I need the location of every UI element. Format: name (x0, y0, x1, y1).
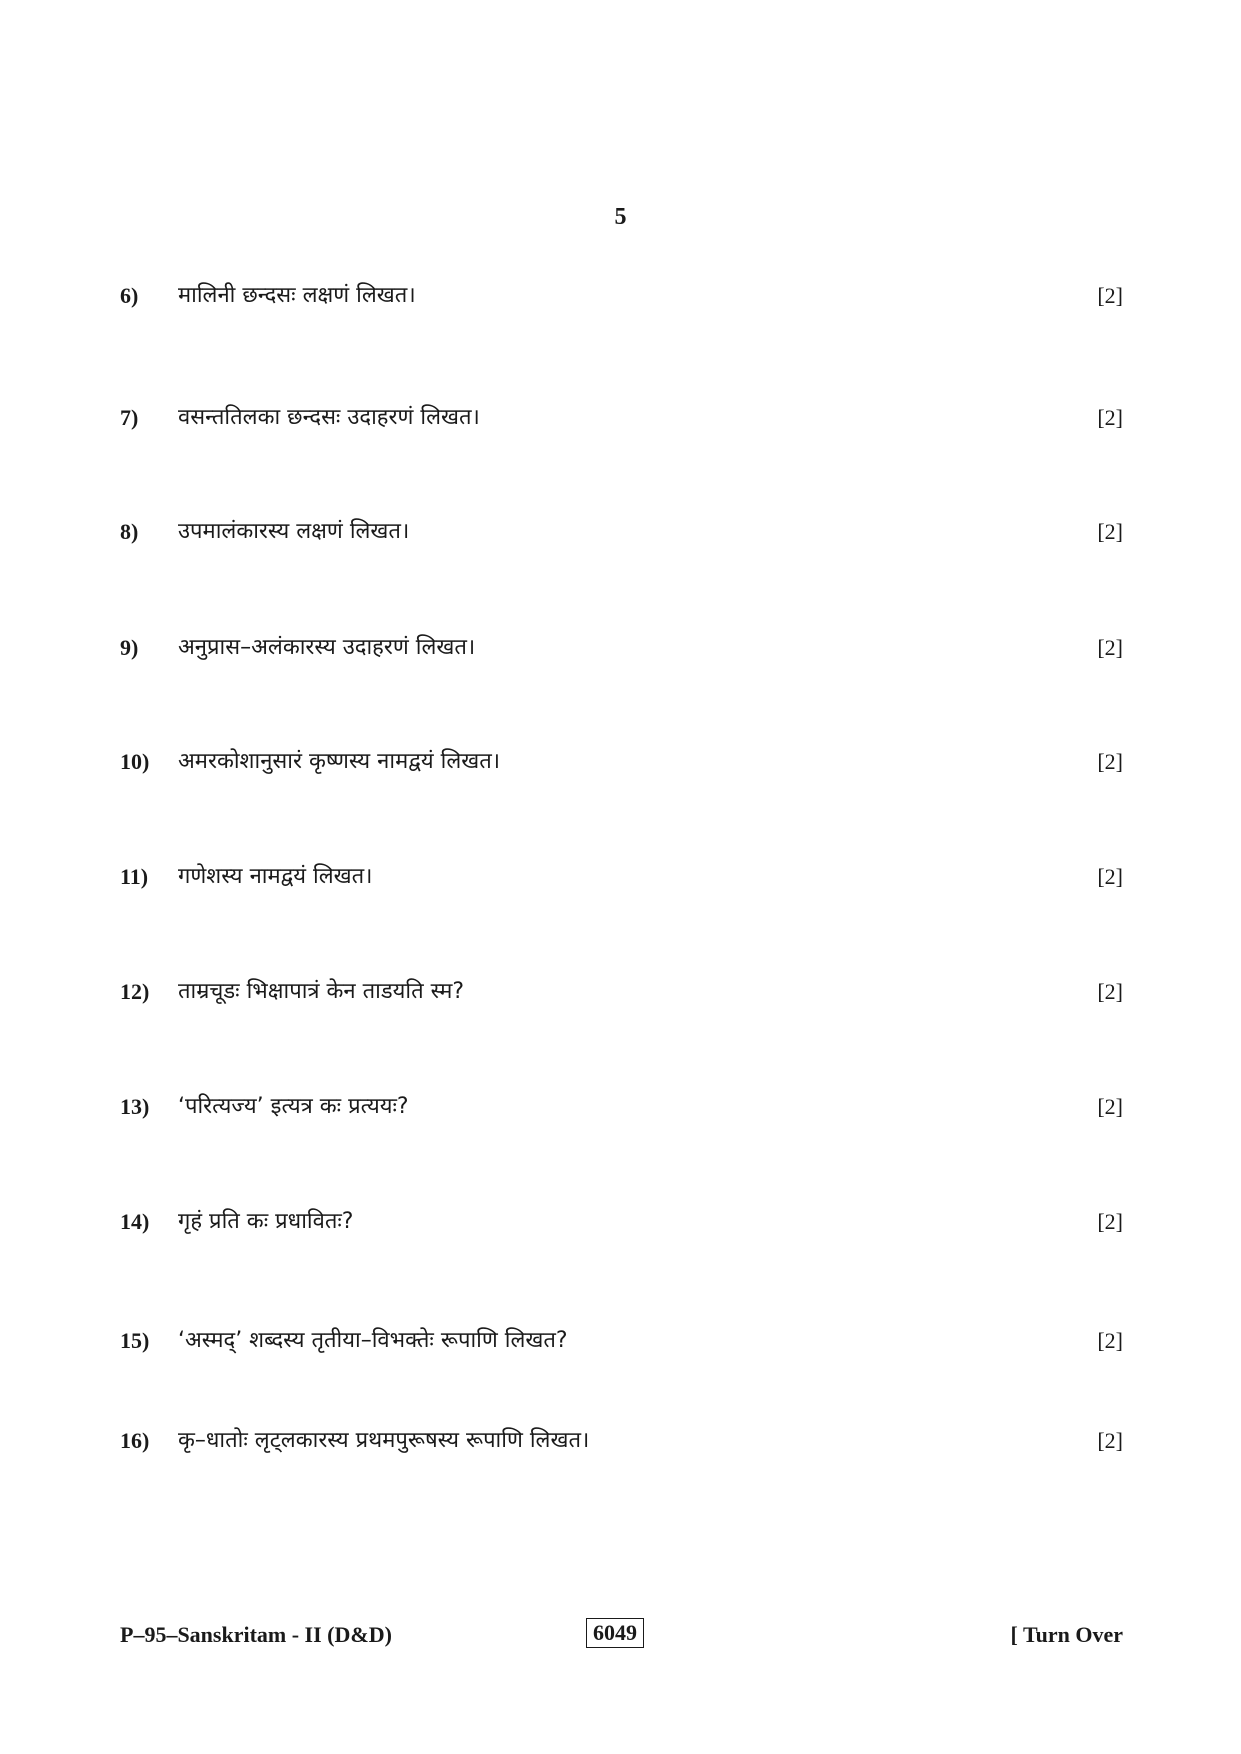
question-marks: [2] (1097, 979, 1123, 1004)
question-number: 9) (120, 635, 139, 660)
question-text: ताम्रचूडः भिक्षापात्रं केन ताडयति स्म? (178, 979, 465, 1004)
question-11 (0, 859, 1241, 899)
question-number: 16) (120, 1428, 150, 1453)
question-number: 13) (120, 1094, 150, 1119)
question-12 (0, 974, 1241, 1014)
question-10 (0, 744, 1241, 784)
question-text: वसन्ततिलका छन्दसः उदाहरणं लिखत। (178, 405, 480, 430)
question-number: 6) (120, 283, 139, 308)
question-text: अनुप्रास–अलंकारस्य उदाहरणं लिखत। (178, 635, 476, 660)
question-marks: [2] (1097, 1209, 1123, 1234)
question-14 (0, 1204, 1241, 1244)
question-16 (0, 1423, 1241, 1463)
question-13 (0, 1089, 1241, 1129)
question-marks: [2] (1097, 1094, 1123, 1119)
question-9 (0, 630, 1241, 670)
question-number: 11) (120, 864, 149, 889)
question-text: अमरकोशानुसारं कृष्णस्य नामद्वयं लिखत। (178, 749, 501, 774)
question-marks: [2] (1097, 519, 1123, 544)
question-7 (0, 400, 1241, 440)
question-text: उपमालंकारस्य लक्षणं लिखत। (178, 519, 410, 544)
question-marks: [2] (1097, 405, 1123, 430)
question-number: 10) (120, 749, 150, 774)
question-text: ‘अस्मद्’ शब्दस्य तृतीया–विभक्तेः रूपाणि लिखत? (178, 1328, 568, 1353)
page-footer (0, 1618, 1241, 1658)
question-marks: [2] (1097, 749, 1123, 774)
question-marks: [2] (1097, 1428, 1123, 1453)
question-text: मालिनी छन्दसः लक्षणं लिखत। (178, 283, 416, 308)
question-text: कृ–धातोः लृट्लकारस्य प्रथमपुरूषस्य रूपाणि लिखत। (178, 1428, 590, 1453)
paper-number-box: 6049 (586, 1618, 644, 1648)
question-text: गणेशस्य नामद्वयं लिखत। (178, 864, 373, 889)
turn-over-label: [ Turn Over (1010, 1622, 1123, 1647)
question-marks: [2] (1097, 864, 1123, 889)
question-8 (0, 514, 1241, 554)
question-text: गृहं प्रति कः प्रधावितः? (178, 1209, 354, 1234)
question-number: 7) (120, 405, 139, 430)
page-number: 5 (614, 204, 627, 230)
question-6 (0, 278, 1241, 318)
question-15 (0, 1323, 1241, 1363)
question-number: 14) (120, 1209, 150, 1234)
question-marks: [2] (1097, 635, 1123, 660)
question-number: 15) (120, 1328, 150, 1353)
question-number: 12) (120, 979, 150, 1004)
question-text: ‘परित्यज्य’ इत्यत्र कः प्रत्ययः? (178, 1094, 409, 1119)
question-marks: [2] (1097, 1328, 1123, 1353)
question-marks: [2] (1097, 283, 1123, 308)
paper-code: P–95–Sanskritam - II (D&D) (120, 1622, 392, 1647)
question-number: 8) (120, 519, 139, 544)
